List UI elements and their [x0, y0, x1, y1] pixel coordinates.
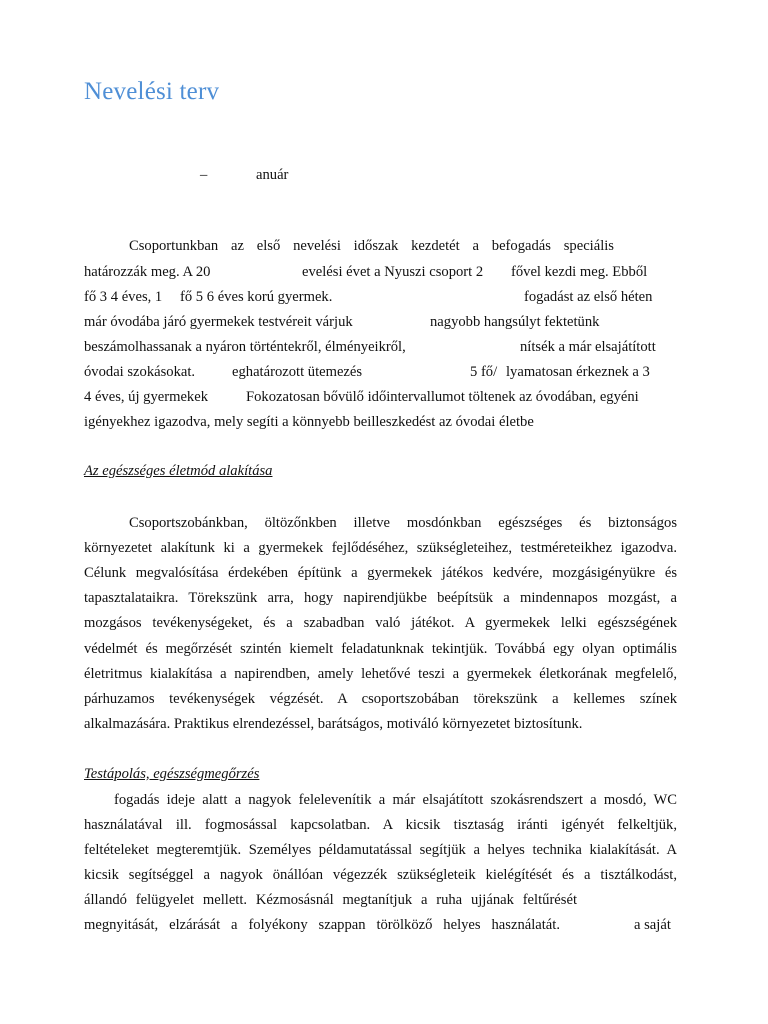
intro-line: Csoportunkban az első nevelési időszak kezdetét a befogadás speciális [129, 238, 614, 254]
intro-fragment: Fokozatosan bővülő időintervallumot töltenek az óvodában, egyéni [246, 389, 639, 405]
intro-fragment: már óvodába járó gyermekek testvéreit várjuk [84, 314, 353, 330]
intro-fragment: fő 5 6 éves korú gyermek. [180, 289, 333, 305]
intro-fragment: igényekhez igazodva, mely segíti a könnyebb beilleszkedést az óvodai életbe [84, 414, 534, 430]
date-dash: – [200, 167, 208, 183]
intro-fragment: nítsék a már elsajátított [520, 339, 656, 355]
paragraph-line: tapasztalataikra. Törekszünk arra, hogy napirendjükbe beépítsük a mindennapos mozgást, a [84, 590, 677, 606]
paragraph-line: alkalmazására. Praktikus elrendezéssel, barátságos, motiváló környezetet biztosítunk. [84, 716, 583, 732]
intro-fragment: lyamatosan érkeznek a 3 [506, 364, 650, 380]
intro-fragment: nagyobb hangsúlyt fektetünk [430, 314, 600, 330]
paragraph-line: mozgásos tevékenységeket, és a szabadban való játékot. A gyermekek lelki egészségének [84, 615, 677, 631]
paragraph-line: védelmét és megőrzését szintén kiemelt feladatunknak tekintjük. Továbbá egy olyan optimális [84, 641, 677, 657]
intro-fragment: 4 éves, új gyermekek [84, 389, 209, 405]
paragraph-fragment: a saját [634, 917, 671, 933]
paragraph-line: megnyitását, elzárását a folyékony szappan törölköző helyes használatát. [84, 917, 560, 933]
intro-fragment: evelési évet a Nyuszi csoport 2 [302, 264, 484, 280]
intro-fragment: határozzák meg. A 20 [84, 264, 211, 280]
intro-fragment: óvodai szokásokat. [84, 364, 196, 380]
intro-fragment: eghatározott ütemezés [232, 364, 363, 380]
document-title: Nevelési terv [84, 78, 220, 105]
intro-fragment: fővel kezdi meg. Ebből [511, 264, 648, 280]
section-heading: Az egészséges életmód alakítása [84, 463, 273, 479]
paragraph-line: Célunk megvalósítása érdekében építünk a gyermekek játékos kedvére, mozgásigényükre és [84, 565, 677, 581]
paragraph-line: kicsik segítséggel a nagyok önállóan végezzék szükségleteik kielégítését és a tisztálkodást, [84, 867, 677, 883]
paragraph-line: fogadás ideje alatt a nagyok felelevenítik a már elsajátított szokásrendszert a mosdó, WC [114, 792, 677, 808]
paragraph-line: feltételeket megteremtjük. Személyes példamutatással segítjük a helyes technika kialakítását. A [84, 842, 677, 858]
intro-fragment: fő 3 4 éves, 1 [84, 289, 163, 305]
paragraph-line: környezetet alakítunk ki a gyermekek fejlődéséhez, szükségleteihez, testméreteikhez igazodva. [84, 540, 677, 556]
intro-fragment: fogadást az első héten [524, 289, 653, 305]
section-heading: Testápolás, egészségmegőrzés [84, 766, 260, 782]
date-month: anuár [256, 167, 289, 183]
paragraph-line: párhuzamos tevékenységek végzését. A csoportszobában törekszünk a kellemes színek [84, 691, 677, 707]
intro-fragment: 5 fő/ [470, 364, 498, 380]
paragraph-line: használatával ill. fogmosással kapcsolatban. A kicsik tisztaság iránti igényét felkeltjük, [84, 817, 677, 833]
paragraph-line: Csoportszobánkban, öltözőnkben illetve mosdónkban egészséges és biztonságos [129, 515, 677, 531]
intro-fragment: beszámolhassanak a nyáron történtekről, élményeikről, [84, 339, 406, 355]
paragraph-line: állandó felügyelet mellett. Kézmosásnál megtanítjuk a ruha ujjának feltűrését [84, 892, 577, 908]
paragraph-line: életritmus kialakítása a napirendben, amely lehetővé teszi a gyermekek életkorának megfelelő, [84, 666, 677, 682]
